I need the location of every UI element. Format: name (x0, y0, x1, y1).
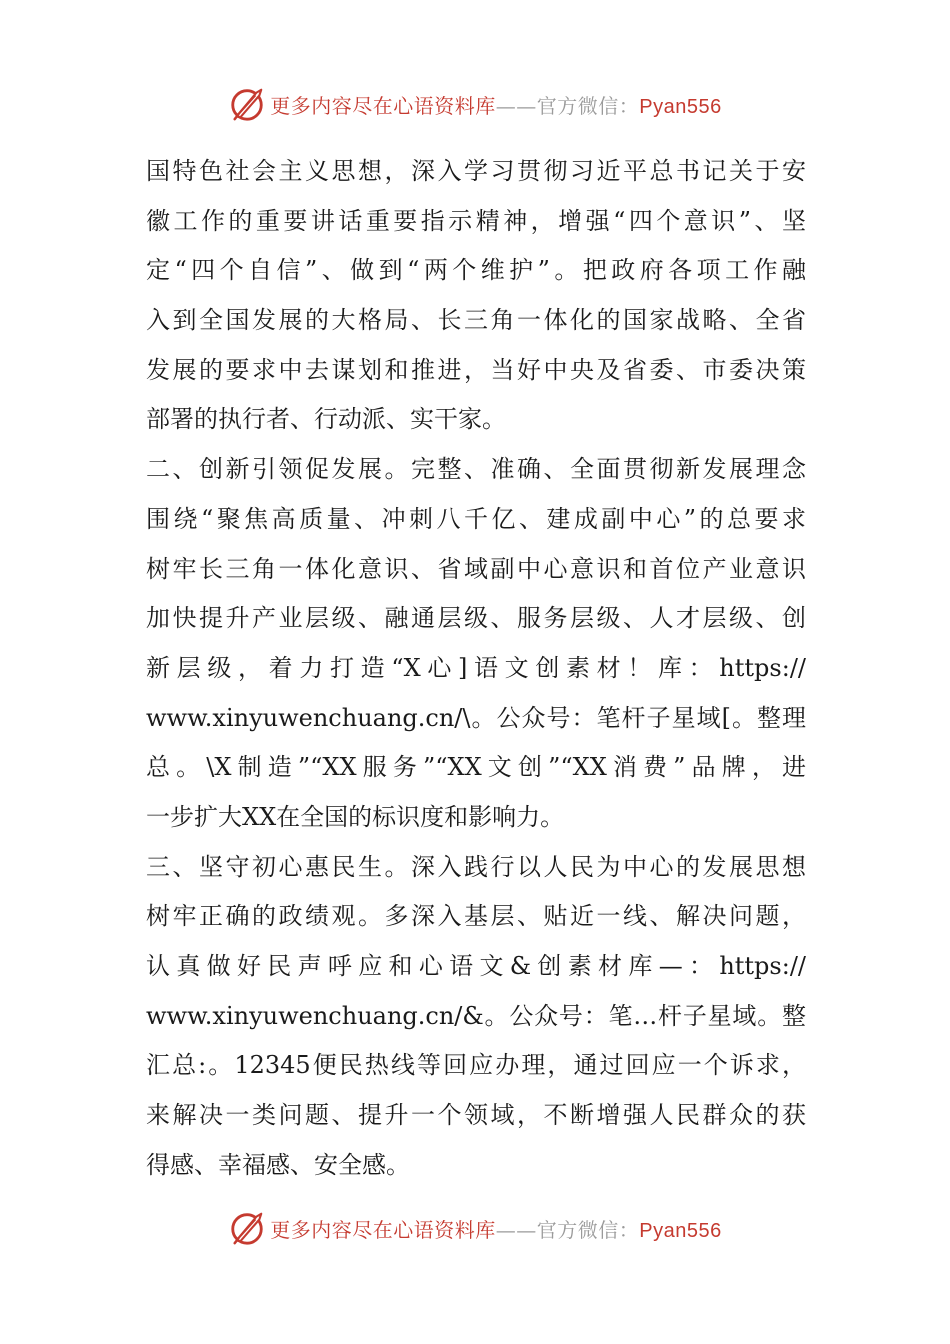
footer-contact-label: 官方微信： (536, 1217, 640, 1242)
body-line: 树牢长三角一体化意识、省域副中心意识和首位产业意识 (146, 554, 806, 583)
body-line: 部署的执行者、行动派、实干家。 (146, 405, 506, 434)
body-line: 定“四个自信”、做到“两个维护”。把政府各项工作融 (146, 256, 806, 285)
body-line: 总。\X制造”“XX服务”“XX文创”“XX消费”品牌，进 (146, 753, 806, 782)
body-line: 围绕“聚焦高质量、冲刺八千亿、建成副中心”的总要求 (146, 504, 806, 533)
header-banner (0, 84, 950, 124)
footer-banner (0, 1208, 950, 1248)
footer-brand: 更多内容尽在心语资料库 (270, 1217, 496, 1242)
body-line: 认真做好民声呼应和心语文&创素材库—：https:// (146, 952, 806, 980)
body-line: 一步扩大XX在全国的标识度和影响力。 (146, 802, 565, 831)
body-line: 二、创新引领促发展。完整、准确、全面贯彻新发展理念 (146, 455, 806, 484)
body-line: 国特色社会主义思想，深入学习贯彻习近平总书记关于安 (146, 157, 806, 185)
header-contact-label: 官方微信： (536, 93, 640, 118)
footer-brand-text (270, 1214, 721, 1243)
header-dash: —— (495, 93, 537, 118)
footer-dash: —— (495, 1217, 537, 1242)
footer-contact-id: Pyan556 (639, 1219, 722, 1242)
body-line: 入到全国发展的大格局、长三角一体化的国家战略、全省 (146, 306, 806, 335)
header-contact-id: Pyan556 (639, 95, 722, 118)
body-line: www.xinyuwenchuang.cn/\。公众号：笔杆子星域[。整理 (146, 703, 806, 732)
quill-logo-icon (228, 1209, 266, 1247)
quill-logo-icon (228, 85, 266, 123)
header-brand: 更多内容尽在心语资料库 (270, 93, 496, 118)
body-line: 发展的要求中去谋划和推进，当好中央及省委、市委决策 (146, 355, 806, 384)
body-line: 来解决一类问题、提升一个领域，不断增强人民群众的获 (146, 1101, 806, 1130)
body-line: 树牢正确的政绩观。多深入基层、贴近一线、解决问题， (146, 902, 806, 931)
body-line: 三、坚守初心惠民生。深入践行以人民为中心的发展思想 (146, 852, 806, 881)
document-body (146, 147, 806, 1190)
body-line: 得感、幸福感、安全感。 (146, 1150, 410, 1179)
header-brand-text (270, 90, 721, 119)
body-line: 新层级，着力打造“X心]语文创素材！库：https:// (146, 653, 806, 682)
body-line: www.xinyuwenchuang.cn/&。公众号：笔…杆子星域。整 (146, 1001, 806, 1030)
body-line: 徽工作的重要讲话重要指示精神，增强“四个意识”、坚 (146, 206, 806, 235)
body-line: 加快提升产业层级、融通层级、服务层级、人才层级、创 (146, 604, 806, 633)
body-line: 汇总:。12345便民热线等回应办理，通过回应一个诉求， (146, 1051, 806, 1080)
